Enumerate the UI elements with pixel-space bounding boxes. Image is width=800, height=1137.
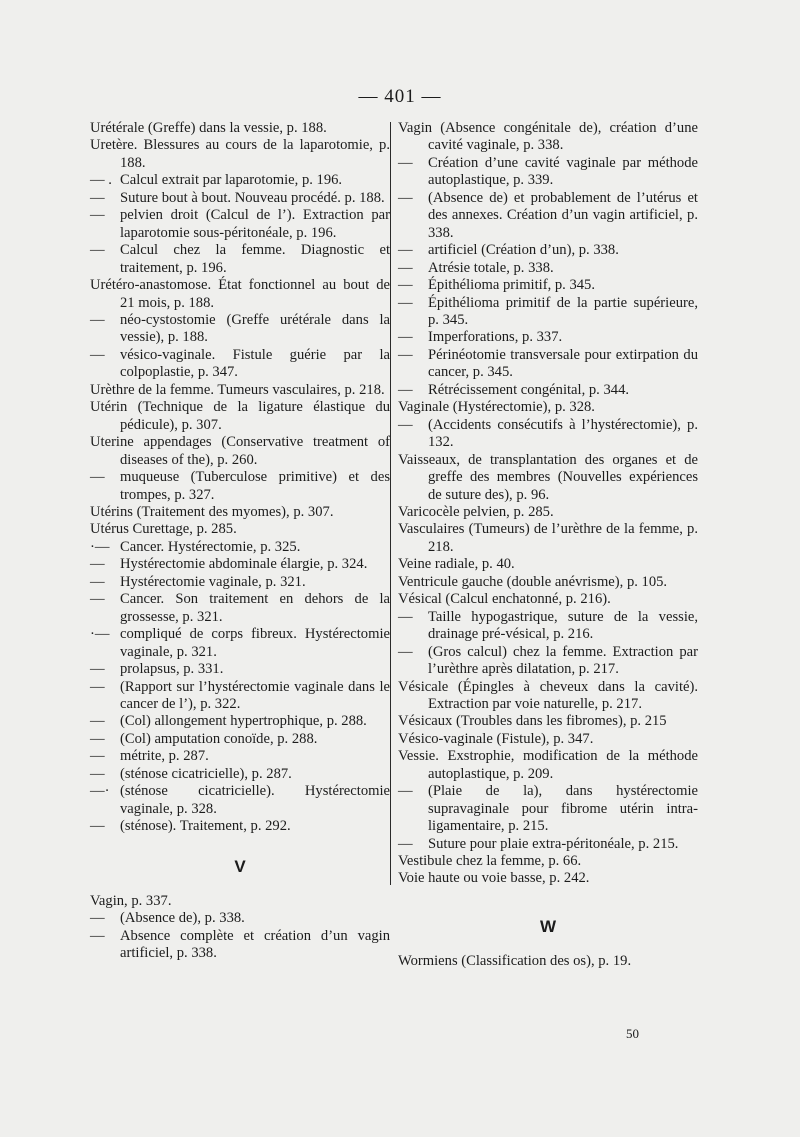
ditto-dash: —	[90, 818, 105, 835]
entry-text: Périnéotomie transversale pour extirpation du cancer, p. 345.	[428, 346, 698, 381]
entry-text: (Absence de) et probablement de l’utérus et des annexes. Création d’un vagin artificiel, p. 338.	[428, 189, 698, 241]
index-entry	[398, 853, 698, 870]
section-letter: V	[234, 856, 246, 876]
ditto-dash: —	[90, 661, 105, 678]
entry-text: Taille hypogastrique, suture de la vessie, drainage pré-vésical, p. 216.	[428, 608, 698, 643]
ditto-dash: —	[90, 346, 105, 363]
column-divider	[390, 122, 391, 885]
entry-text: Vaisseaux, de transplantation des organes et de greffe des membres (Nouvelles expériences de suture des), p. 96.	[398, 451, 698, 503]
index-subentry	[398, 644, 698, 679]
entry-text: Vésicale (Épingles à cheveux dans la cavité). Extraction par voie naturelle, p. 217.	[398, 678, 698, 712]
index-entry	[398, 120, 698, 155]
entry-text: Suture bout à bout. Nouveau procédé. p. 188.	[120, 189, 385, 206]
entry-text: Wormiens (Classification des os), p. 19.	[398, 953, 632, 970]
index-subentry	[90, 766, 390, 783]
entry-text: métrite, p. 287.	[120, 748, 209, 765]
ditto-dash: —	[398, 154, 413, 171]
entry-text: Uretère. Blessures au cours de la laparotomie, p. 188.	[90, 137, 390, 171]
index-subentry	[90, 661, 390, 678]
entry-text: Varicocèle pelvien, p. 285.	[398, 503, 554, 520]
index-subentry	[90, 172, 390, 189]
index-subentry	[398, 190, 698, 242]
index-entry	[90, 277, 390, 312]
index-entry	[398, 679, 698, 714]
ditto-dash: —	[90, 242, 105, 259]
entry-text: Création d’une cavité vaginale par méthode autoplastique, p. 339.	[428, 154, 698, 189]
entry-text: Vésicaux (Troubles dans les fibromes), p. 215	[398, 713, 667, 730]
ditto-dash: —	[90, 765, 105, 782]
entry-text: Utérus Curettage, p. 285.	[90, 521, 237, 538]
entry-text: Cancer. Hystérectomie, p. 325.	[120, 538, 301, 555]
entry-text: Vagin, p. 337.	[90, 893, 172, 910]
entry-text: Vessie. Exstrophie, modification de la méthode autoplastique, p. 209.	[398, 748, 698, 782]
entry-text: Épithélioma primitif, p. 345.	[428, 277, 595, 294]
ditto-dash: —	[90, 189, 105, 206]
index-subentry	[90, 574, 390, 591]
entry-text: Utérin (Technique de la ligature élastique du pédicule), p. 307.	[90, 399, 390, 433]
index-subentry	[398, 417, 698, 452]
entry-text: Imperforations, p. 337.	[428, 329, 563, 346]
index-subentry	[398, 155, 698, 190]
entry-text: (Absence de), p. 338.	[120, 910, 245, 927]
ditto-dash: —	[398, 643, 413, 660]
entry-text: Ventricule gauche (double anévrisme), p. 105.	[398, 573, 668, 590]
entry-text: pelvien droit (Calcul de l’). Extraction par laparotomie sous-péritonéale, p. 196.	[120, 207, 390, 241]
entry-text: (Plaie de la), dans hystérectomie supravaginale pour fibrome utérin intra-ligamentaire, p. 215.	[428, 783, 698, 835]
entry-text: muqueuse (Tuberculose primitive) et des trompes, p. 327.	[120, 469, 390, 503]
index-column-right	[398, 120, 698, 971]
index-subentry	[90, 679, 390, 714]
entry-text: Absence complète et création d’un vagin artificiel, p. 338.	[120, 927, 390, 962]
index-entry	[398, 521, 698, 556]
ditto-dash: —	[398, 277, 413, 294]
index-entry	[90, 382, 390, 399]
entry-text: Urétéro-anastomose. État fonctionnel au bout de 21 mois, p. 188.	[90, 277, 390, 311]
index-entry	[398, 399, 698, 416]
ditto-dash: ·—	[90, 626, 110, 643]
index-entry	[398, 504, 698, 521]
entry-text: (Col) amputation conoïde, p. 288.	[120, 730, 318, 747]
entry-text: (sténose cicatricielle), p. 287.	[120, 765, 292, 782]
entry-text: Calcul extrait par laparotomie, p. 196.	[120, 172, 343, 189]
index-subentry	[90, 748, 390, 765]
index-subentry	[90, 626, 390, 661]
ditto-dash: —	[90, 311, 105, 328]
entry-text: Atrésie totale, p. 338.	[428, 259, 554, 276]
index-entry	[90, 521, 390, 538]
index-entry	[398, 574, 698, 591]
entry-text: Vésical (Calcul enchatonné, p. 216).	[398, 591, 611, 608]
ditto-dash: —	[398, 835, 413, 852]
index-subentry	[398, 329, 698, 346]
ditto-dash: —	[90, 713, 105, 730]
entry-text: (sténose cicatricielle). Hystérectomie vaginale, p. 328.	[120, 783, 390, 817]
ditto-dash: — .	[90, 172, 112, 189]
ditto-dash: —	[398, 294, 413, 311]
ditto-dash: —	[90, 927, 105, 944]
index-subentry	[90, 190, 390, 207]
entry-text: (sténose). Traitement, p. 292.	[120, 818, 291, 835]
signature-number: 50	[626, 1026, 639, 1041]
entry-text: Vagin (Absence congénitale de), création d’une cavité vaginale, p. 338.	[398, 120, 698, 154]
ditto-dash: —	[398, 783, 413, 800]
index-subentry	[398, 260, 698, 277]
index-subentry	[90, 591, 390, 626]
index-subentry	[90, 556, 390, 573]
ditto-dash: —	[90, 469, 105, 486]
entry-text: Voie haute ou voie basse, p. 242.	[398, 870, 590, 887]
index-subentry	[90, 928, 390, 963]
index-entry	[90, 434, 390, 469]
entry-text: Suture pour plaie extra-péritonéale, p. 215.	[428, 835, 679, 852]
ditto-dash: —	[398, 381, 413, 398]
index-entry	[398, 556, 698, 573]
entry-text: Calcul chez la femme. Diagnostic et traitement, p. 196.	[120, 242, 390, 276]
entry-text: Hystérectomie vaginale, p. 321.	[120, 573, 306, 590]
entry-text: (Accidents consécutifs à l’hystérectomie), p. 132.	[428, 416, 698, 451]
index-subentry	[398, 783, 698, 835]
ditto-dash: —	[90, 730, 105, 747]
entry-text: Uterine appendages (Conservative treatment of diseases of the), p. 260.	[90, 434, 390, 468]
index-entry	[90, 893, 390, 910]
index-subentry	[398, 277, 698, 294]
entry-text: Veine radiale, p. 40.	[398, 556, 515, 573]
index-subentry	[90, 347, 390, 382]
index-subentry	[90, 242, 390, 277]
ditto-dash: —	[90, 910, 105, 927]
index-subentry	[398, 609, 698, 644]
index-entry	[398, 452, 698, 504]
index-subentry	[398, 382, 698, 399]
entry-text: Urèthre de la femme. Tumeurs vasculaires, p. 218.	[90, 381, 385, 398]
index-subentry	[90, 731, 390, 748]
index-subentry	[398, 242, 698, 259]
index-subentry	[90, 539, 390, 556]
entry-text: Rétrécissement congénital, p. 344.	[428, 381, 630, 398]
index-entry	[90, 504, 390, 521]
ditto-dash: —	[398, 346, 413, 363]
ditto-dash: —	[90, 591, 105, 608]
entry-text: compliqué de corps fibreux. Hystérectomie vaginale, p. 321.	[120, 626, 390, 660]
index-entry	[398, 953, 698, 970]
index-subentry	[90, 207, 390, 242]
entry-text: Cancer. Son traitement en dehors de la grossesse, p. 321.	[120, 591, 390, 625]
entry-text: prolapsus, p. 331.	[120, 661, 224, 678]
index-subentry	[90, 469, 390, 504]
ditto-dash: —	[90, 556, 105, 573]
ditto-dash: —	[398, 608, 413, 625]
entry-text: Vésico-vaginale (Fistule), p. 347.	[398, 730, 594, 747]
entry-text: (Gros calcul) chez la femme. Extraction par l’urèthre après dilatation, p. 217.	[428, 643, 698, 678]
index-entry	[398, 713, 698, 730]
ditto-dash: —	[398, 259, 413, 276]
ditto-dash: —	[398, 416, 413, 433]
index-subentry	[90, 312, 390, 347]
entry-text: néo-cystostomie (Greffe urétérale dans la vessie), p. 188.	[120, 311, 390, 346]
ditto-dash: —	[90, 207, 105, 224]
index-subentry	[90, 910, 390, 927]
index-subentry	[398, 295, 698, 330]
entry-text: artificiel (Création d’un), p. 338.	[428, 242, 619, 259]
index-entry	[398, 731, 698, 748]
entry-text: Vaginale (Hystérectomie), p. 328.	[398, 399, 595, 416]
entry-text: Épithélioma primitif de la partie supérieure, p. 345.	[428, 294, 698, 328]
entry-text: Vasculaires (Tumeurs) de l’urèthre de la femme, p. 218.	[398, 521, 698, 555]
entry-text: (Col) allongement hypertrophique, p. 288.	[120, 713, 367, 730]
index-entry	[398, 748, 698, 783]
ditto-dash: —	[90, 678, 105, 695]
index-entry	[90, 137, 390, 172]
index-column-left	[90, 120, 390, 963]
page-number: — 401 —	[358, 86, 442, 107]
ditto-dash: —	[398, 329, 413, 346]
entry-text: Urétérale (Greffe) dans la vessie, p. 188.	[90, 120, 327, 136]
index-entry	[90, 399, 390, 434]
index-subentry	[90, 713, 390, 730]
index-entry	[90, 120, 390, 137]
ditto-dash: —	[398, 189, 413, 206]
entry-text: Vestibule chez la femme, p. 66.	[398, 853, 582, 870]
index-subentry	[398, 836, 698, 853]
ditto-dash: —	[398, 242, 413, 259]
index-subentry	[398, 347, 698, 382]
ditto-dash: —·	[90, 783, 110, 800]
ditto-dash: ·—	[90, 538, 110, 555]
index-entry	[398, 870, 698, 887]
index-subentry	[90, 783, 390, 818]
entry-text: Hystérectomie abdominale élargie, p. 324.	[120, 556, 368, 573]
index-entry	[398, 591, 698, 608]
section-letter: W	[539, 916, 557, 936]
ditto-dash: —	[90, 573, 105, 590]
entry-text: Utérins (Traitement des myomes), p. 307.	[90, 503, 334, 520]
index-subentry	[90, 818, 390, 835]
entry-text: (Rapport sur l’hystérectomie vaginale dans le cancer de l’), p. 322.	[120, 678, 390, 712]
entry-text: vésico-vaginale. Fistule guérie par la colpoplastie, p. 347.	[120, 346, 390, 381]
ditto-dash: —	[90, 748, 105, 765]
